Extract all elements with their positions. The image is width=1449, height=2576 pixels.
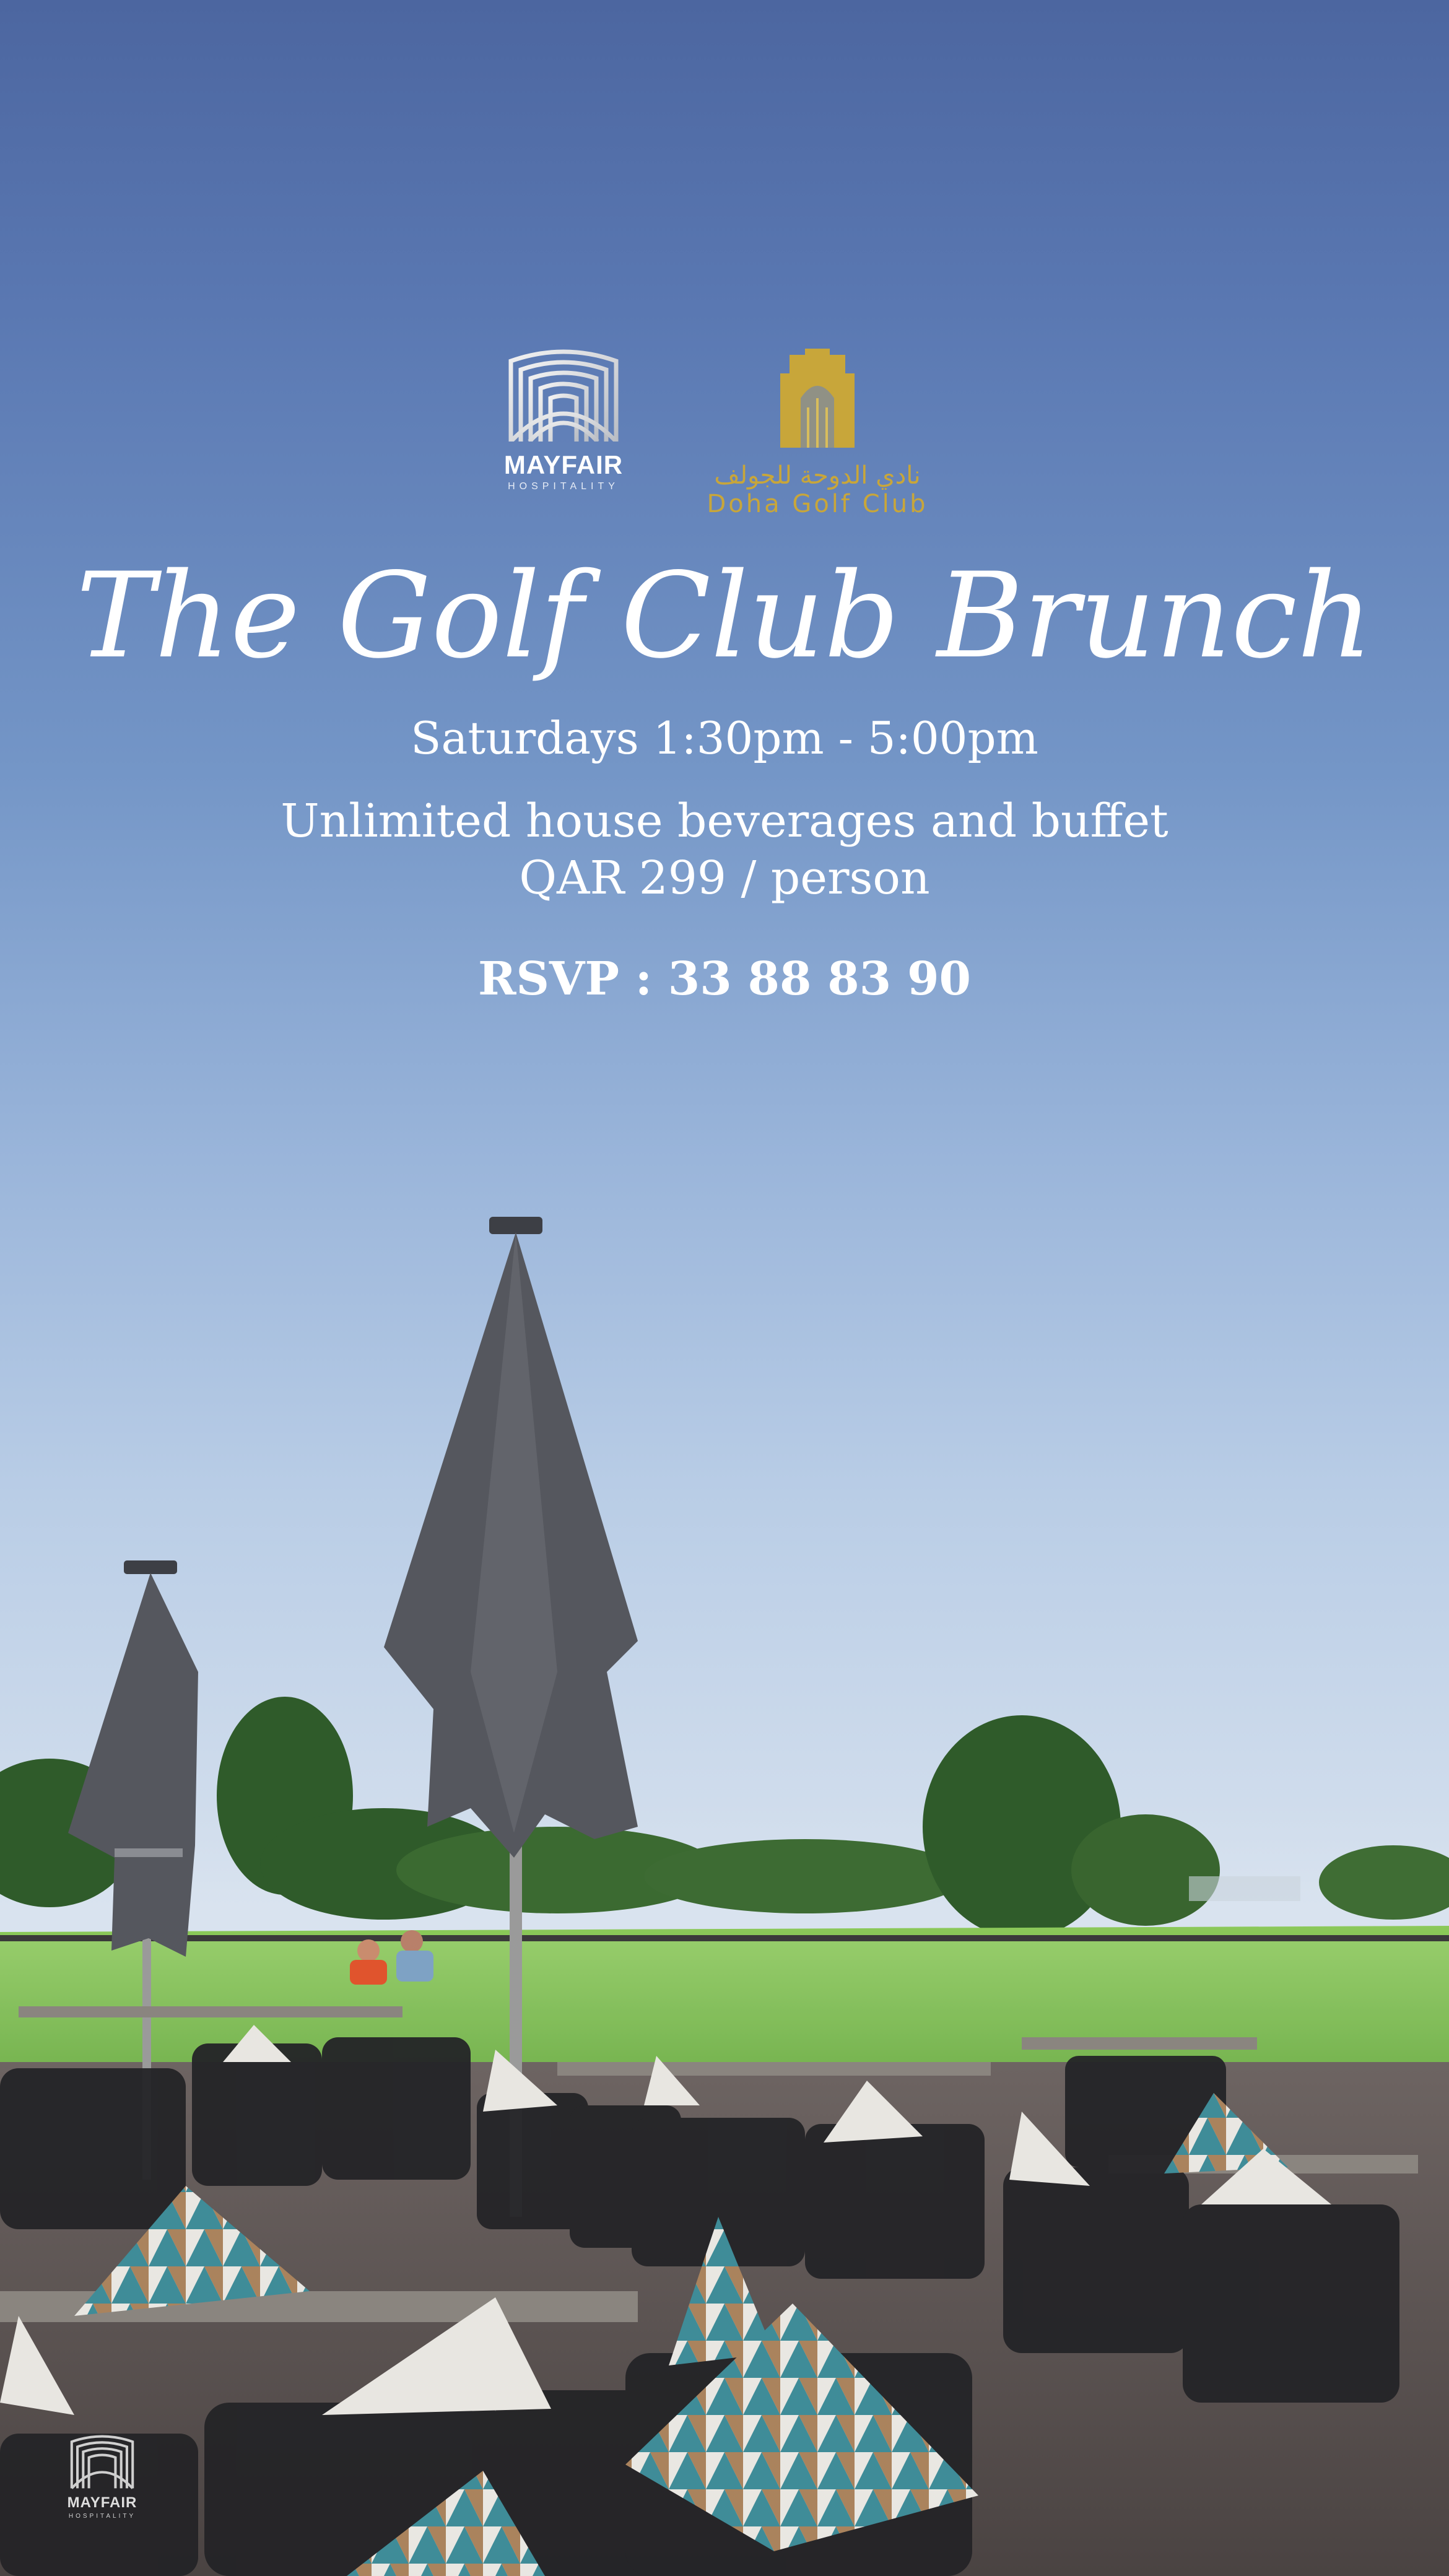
tree-line	[0, 1697, 1449, 1938]
doha-english-name: Doha Golf Club	[707, 490, 928, 518]
mayfair-name: MAYFAIR	[503, 450, 624, 479]
event-offer: Unlimited house beverages and buffet	[281, 794, 1168, 848]
event-title: The Golf Club Brunch	[76, 547, 1373, 684]
event-price: QAR 299 / person	[519, 851, 930, 905]
mayfair-logo-icon	[68, 2434, 136, 2489]
mayfair-subtitle: HOSPITALITY	[508, 481, 619, 492]
mayfair-logo-icon	[505, 349, 622, 442]
doha-golf-club-logo	[684, 349, 951, 518]
logo-bar	[0, 337, 1449, 529]
rsvp-contact[interactable]: RSVP : 33 88 83 90	[477, 952, 972, 1006]
doha-arabic-name: نادي الدوحة للجولف	[714, 461, 921, 490]
watermark-logo	[56, 2434, 149, 2520]
watermark-mayfair-name: MAYFAIR	[67, 2494, 137, 2511]
watermark-mayfair-subtitle: HOSPITALITY	[68, 2513, 136, 2520]
doha-gate-icon	[777, 349, 858, 448]
mayfair-logo	[498, 349, 629, 492]
event-schedule: Saturdays 1:30pm - 5:00pm	[411, 712, 1038, 764]
